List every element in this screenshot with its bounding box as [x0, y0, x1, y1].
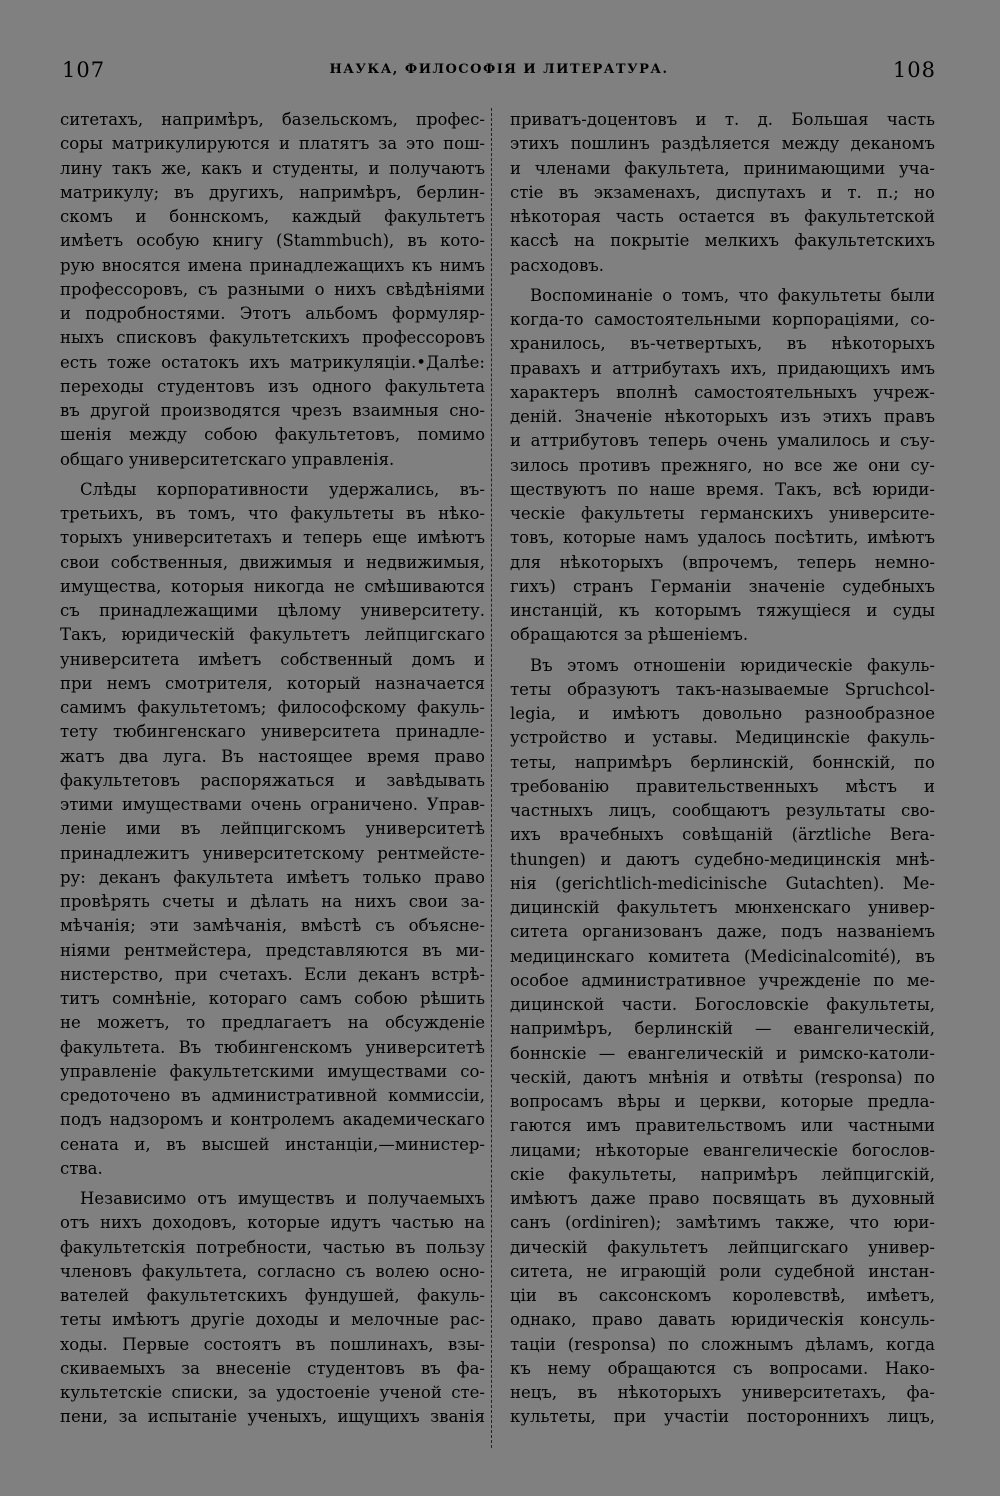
page-number-right: 108	[892, 58, 936, 82]
text-line: для нѣкоторыхъ (впрочемъ, теперь немно-	[510, 552, 935, 572]
text-line: и членами факультета, принимающими уча-	[510, 158, 935, 178]
text-line: ныхъ списковъ факультетскихъ профессоровъ	[60, 328, 485, 348]
text-line: имѣетъ особую книгу (Stammbuch), въ кото-	[60, 231, 485, 251]
text-line: legia, и имѣютъ довольно разнообразное	[510, 704, 935, 723]
text-line: нистерство, при счетахъ. Если деканъ встрѣ-	[60, 964, 485, 984]
text-line: лину такъ же, какъ и студенты, и получаютъ	[60, 158, 485, 178]
text-line: самимъ факультетомъ; философскому факуль-	[60, 698, 485, 717]
text-line: не можетъ, то предлагаетъ на обсужденіе	[60, 1013, 485, 1033]
text-line: и подробностями. Этотъ альбомъ формуляр-	[60, 304, 485, 323]
paragraph	[510, 654, 935, 1430]
text-line: напримѣръ, берлинскій — евангелическій,	[510, 1019, 935, 1039]
text-line: частныхъ лицъ, сообщаютъ результаты сво-	[510, 801, 935, 820]
text-line: ситетахъ, напримѣръ, базельскомъ, профес-	[60, 110, 485, 129]
text-line: дицинской части. Богословскіе факультеты,	[510, 995, 935, 1014]
text-line: къ нему обращаются съ вопросами. Нако-	[510, 1358, 935, 1378]
text-line: теты образуютъ такъ-называемые Spruchcol-	[510, 679, 935, 699]
text-line: ществуютъ по наше время. Такъ, всѣ юриди-	[510, 479, 935, 499]
text-line: thungen) и даютъ судебно-медицинскія мнѣ-	[510, 849, 935, 869]
text-line: ческіе факультеты германскихъ университе-	[510, 504, 935, 523]
text-line: титъ сомнѣніе, котораго самъ собою рѣшить	[60, 989, 485, 1008]
text-line: мѣчанія; эти замѣчанія, вмѣстѣ съ объясне-	[60, 916, 485, 936]
text-line: переходы студентовъ изъ одного факультета	[60, 376, 485, 396]
text-line: средоточено въ административной коммиссіи,	[60, 1086, 485, 1105]
text-line: Независимо отъ имуществъ и получаемыхъ	[80, 1189, 485, 1208]
text-line: Такъ, юридическій факультетъ лейпцигскаго	[60, 625, 485, 645]
text-line: ходы. Первые состоятъ въ пошлинахъ, взы-	[60, 1334, 485, 1354]
text-line: членовъ факультета, согласно съ волею осно-	[60, 1261, 485, 1281]
text-line: санъ (ordiniren); замѣтимъ также, что юри-	[510, 1213, 935, 1233]
text-line: при немъ смотрителя, который назначается	[60, 673, 485, 693]
text-line: тету тюбингенскаго университета принадле-	[60, 722, 485, 742]
column-divider	[491, 108, 493, 1448]
paragraph	[510, 108, 935, 278]
text-line: скіе факультеты, напримѣръ лейпцигскій,	[510, 1164, 935, 1184]
text-line: Слѣды корпоративности удержались, въ-	[80, 479, 485, 499]
text-line: принадлежитъ университетскому рентмейсте-	[60, 843, 485, 863]
text-line: факультета. Въ тюбингенскомъ университетѣ	[60, 1037, 485, 1057]
page-header	[62, 58, 936, 86]
text-line: ніями рентмейстера, представляются въ ми-	[60, 940, 485, 960]
text-line: теты, напримѣръ берлинскій, боннскій, по	[510, 752, 935, 772]
text-line: отъ нихъ доходовъ, которые идутъ частью на	[60, 1213, 485, 1233]
text-line: факультетскія потребности, частью въ пользу	[60, 1237, 485, 1257]
text-line: требованію правительственныхъ мѣстъ и	[510, 776, 935, 796]
text-line: леніе ими въ лейпцигскомъ университетѣ	[60, 819, 485, 839]
text-line: кассѣ на покрытіе мелкихъ факультетскихъ	[510, 231, 935, 251]
text-line: нѣкоторая часть остается въ факультетской	[510, 207, 935, 226]
text-line: имѣютъ даже право посвящать въ духовный	[510, 1189, 935, 1208]
text-line: общаго университетскаго управленія.	[60, 449, 395, 469]
text-line: зилось противъ прежняго, но все же они су-	[510, 455, 935, 475]
text-line: матрикулу; въ другихъ, напримѣръ, берлин-	[60, 182, 485, 202]
text-line: нецъ, въ нѣкоторыхъ университетахъ, фа-	[510, 1383, 935, 1402]
text-line: пени, за испытаніе ученыхъ, ищущихъ званія	[60, 1407, 485, 1427]
text-line: Въ этомъ отношеніи юридическіе факуль-	[530, 655, 935, 675]
text-line: скомъ и боннскомъ, каждый факультетъ	[60, 207, 485, 226]
text-line: инстанцій, къ которымъ тяжущіеся и суды	[510, 601, 935, 620]
text-line: приватъ-доцентовъ и т. д. Большая часть	[510, 110, 935, 129]
text-line: ихъ врачебныхъ совѣщаній (ärztliche Bera-	[510, 825, 935, 845]
paragraph	[510, 284, 935, 648]
text-line: есть тоже остатокъ ихъ матрикуляціи.•Далѣе:	[60, 352, 485, 372]
paragraph	[60, 1187, 485, 1430]
text-line: медицинскаго комитета (Medicinalcomité), въ	[510, 946, 935, 966]
text-line: хранилось, въ-четвертыхъ, въ нѣкоторыхъ	[510, 334, 935, 354]
text-line: соры матрикулируются и платятъ за это пош-	[60, 134, 485, 154]
text-line: имущества, которыя никогда не смѣшиваются	[60, 576, 485, 596]
text-line: когда-то самостоятельными корпораціями, со-	[510, 310, 935, 329]
text-line: съ принадлежащими цѣлому университету.	[60, 601, 485, 620]
text-line: однако, право давать юридическія консуль-	[510, 1310, 935, 1330]
page-number-left: 107	[62, 58, 106, 82]
text-line: сената и, въ высшей инстанціи,—министер-	[60, 1134, 485, 1154]
text-line: нія (gerichtlich-medicinische Gutachten). Ме-	[510, 873, 935, 893]
text-line: управленіе факультетскими имуществами со-	[60, 1061, 485, 1081]
left-column	[60, 108, 485, 1448]
text-line: ситета организованъ даже, подъ названіемъ	[510, 922, 935, 942]
paragraph	[60, 478, 485, 1181]
text-line: жатъ два луга. Въ настоящее время право	[60, 746, 485, 766]
text-line: въ другой производятся чрезъ взаимныя сно-	[60, 401, 485, 420]
text-line: университета имѣетъ собственный домъ и	[60, 649, 485, 669]
text-line: культеты, при участіи постороннихъ лицъ,	[510, 1407, 935, 1427]
text-line: дицинскій факультетъ мюнхенскаго универ-	[510, 898, 935, 917]
text-line: провѣрять счеты и дѣлать на нихъ свои за-	[60, 892, 485, 911]
text-line: торыхъ университетахъ и теперь еще имѣютъ	[60, 528, 485, 548]
running-title: НАУКА, ФИЛОСОФІЯ И ЛИТЕРАТУРА.	[329, 62, 669, 77]
right-column	[510, 108, 935, 1448]
text-line: стіе въ экзаменахъ, диспутахъ и т. п.; но	[510, 182, 935, 202]
text-line: профессоровъ, съ разными о нихъ свѣдѣніями	[60, 279, 485, 299]
text-line: ства.	[60, 1158, 103, 1178]
text-line: особое административное учрежденіе по ме-	[510, 970, 935, 990]
text-line: подъ надзоромъ и контролемъ академическаго	[60, 1110, 485, 1130]
text-line: ціи въ саксонскомъ королевствѣ, имѣетъ,	[510, 1286, 935, 1305]
text-line: третьихъ, въ томъ, что факультеты въ нѣко-	[60, 504, 485, 523]
text-line: шенія между собою факультетовъ, помимо	[60, 425, 485, 445]
text-line: ру: деканъ факультета имѣетъ только право	[60, 867, 485, 887]
text-line: факультетовъ распоряжаться и завѣдывать	[60, 770, 485, 790]
text-line: и аттрибутовъ теперь очень умалилось и съу-	[510, 431, 935, 451]
text-line: расходовъ.	[510, 255, 605, 275]
text-line: лицами; нѣкоторые евангелическіе богослов-	[510, 1140, 935, 1160]
text-line: скиваемыхъ за внесеніе студентовъ въ фа-	[60, 1358, 485, 1378]
text-line: таціи (responsa) по сложнымъ дѣламъ, когда	[510, 1334, 935, 1354]
text-line: ческій, даютъ мнѣнія и отвѣты (responsa) по	[510, 1067, 935, 1087]
text-line: этихъ пошлинъ раздѣляется между деканомъ	[510, 134, 935, 154]
text-line: обращаются за рѣшеніемъ.	[510, 625, 749, 645]
text-line: Воспоминаніе о томъ, что факультеты были	[530, 285, 935, 305]
text-line: деній. Значеніе нѣкоторыхъ изъ этихъ правъ	[510, 407, 935, 426]
text-line: свои собственныя, движимыя и недвижимыя,	[60, 552, 485, 572]
text-line: устройство и уставы. Медицинскіе факуль-	[510, 728, 935, 748]
paragraph	[60, 108, 485, 472]
text-line: культетскіе списки, за удостоеніе ученой сте-	[60, 1383, 485, 1402]
text-line: характеръ вполнѣ самостоятельныхъ учреж-	[510, 382, 935, 402]
text-line: теты имѣютъ другіе доходы и мелочные рас-	[60, 1310, 485, 1330]
text-line: ситета, не играющій роли судебной инстан-	[510, 1261, 935, 1281]
text-line: дическій факультетъ лейпцигскаго универ-	[510, 1237, 935, 1257]
text-line: этими имуществами очень ограничено. Управ-	[60, 795, 485, 814]
text-line: гихъ) странъ Германіи значеніе судебныхъ	[510, 576, 935, 596]
text-line: вателей факультетскихъ фундушей, факуль-	[60, 1286, 485, 1305]
text-line: товъ, которые намъ удалось посѣтить, имѣютъ	[510, 528, 935, 548]
text-line: боннскіе — евангелическій и римско-католи-	[510, 1043, 935, 1063]
text-line: правахъ и аттрибутахъ ихъ, придающихъ имъ	[510, 358, 935, 378]
text-line: рую вносятся имена принадлежащихъ къ нимъ	[60, 255, 485, 275]
text-line: гаются имъ правительствомъ или частными	[510, 1116, 935, 1136]
text-line: вопросамъ вѣры и церкви, которые предла-	[510, 1092, 935, 1111]
